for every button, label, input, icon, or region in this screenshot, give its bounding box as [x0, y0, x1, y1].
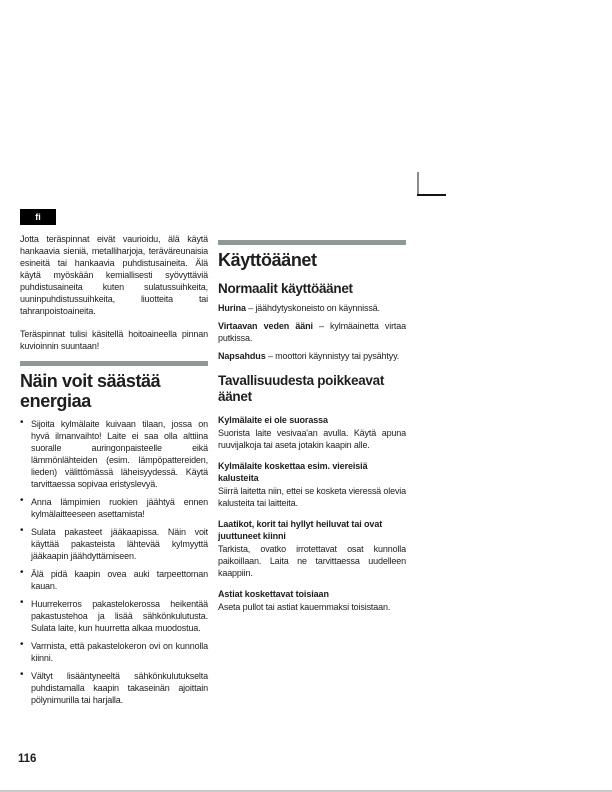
energy-tip-text: Vältyt lisääntyneeltä sähkönkulutukselta puhdistamalla kaapin takaseinän ajoittain pölynimurilla tai harjalla.: [31, 671, 208, 705]
bullet-icon: •: [20, 495, 24, 506]
crop-mark-horizontal: [417, 194, 446, 196]
energy-tip-text: Älä pidä kaapin ovea auki tarpeettoman kauan.: [31, 569, 208, 591]
bullet-icon: •: [20, 597, 24, 608]
right-column: [218, 240, 406, 613]
steel-care-paragraph-1: Jotta teräspinnat eivät vaurioidu, älä käytä hankaavia sieniä, metalliharjoja, teräväreunaisia esineitä tai hankaavia puhdistusaineita. Älä käytä myöskään kemiallisesti syövyttäviä puhdistusaineita kuten sulatussuihkeita, uuninpuhdistussuihkeita, liuotteita tai tahranpoistoaineita.: [20, 234, 208, 316]
abnormal-group-title: Astiat koskettavat toisiaan: [218, 589, 329, 599]
abnormal-group-text: Aseta pullot tai astiat kauemmaksi toisistaan.: [218, 602, 391, 612]
abnormal-group-title: Laatikot, korit tai hyllyt heiluvat tai ovat juuttuneet kiinni: [218, 519, 383, 541]
sound-term: Napsahdus: [218, 351, 266, 361]
steel-care-paragraph-2: Teräspinnat tulisi käsitellä hoitoaineella pinnan kuvioinnin suuntaan!: [20, 329, 208, 351]
energy-tip: [20, 640, 208, 664]
abnormal-group-title: Kylmälaite koskettaa esim. viereisiä kalusteita: [218, 461, 368, 483]
energy-tip-text: Sijoita kylmälaite kuivaan tilaan, jossa on hyvä ilmanvaihto! Laite ei saa olla alttiina suoralle auringonpaisteelle eikä lämmönlähteiden (esim. lämpöpattereiden, lieden) välittömässä läheisyydessä. Käytä tarvittaessa sopivaa eristyslevyä.: [31, 419, 208, 489]
bullet-icon: •: [20, 567, 24, 578]
energy-tip-text: Huurrekerros pakastelokerossa heikentää pakastustehoa ja lisää sähkönkulutusta. Sulata laite, kun huurretta alkaa muodostua.: [31, 599, 208, 633]
crop-mark-vertical: [417, 172, 419, 195]
bullet-icon: •: [20, 639, 24, 650]
abnormal-group-text: Siirrä laitetta niin, ettei se kosketa vieressä olevia kalusteita tai laitteita.: [218, 486, 406, 508]
sounds-section-heading: Käyttöäänet: [218, 250, 317, 270]
bullet-icon: •: [20, 669, 24, 680]
energy-tip: [20, 418, 208, 490]
bullet-icon: •: [20, 417, 24, 428]
bullet-icon: •: [20, 525, 24, 536]
energy-tip-text: Sulata pakasteet jääkaapissa. Näin voit käyttää pakasteista lähtevää kylmyyttä jääkaapin jäähdyttämiseen.: [31, 527, 208, 561]
section-divider: [218, 240, 406, 245]
energy-tip-text: Anna lämpimien ruokien jäähtyä ennen kylmälaitteeseen asettamista!: [31, 497, 208, 519]
sound-item: [218, 302, 406, 314]
sound-description: – jäähdytyskoneisto on käynnissä.: [245, 303, 380, 313]
energy-section-heading: Näin voit säästää energiaa: [20, 371, 161, 411]
energy-tip: [20, 670, 208, 706]
abnormal-group-title: Kylmälaite ei ole suorassa: [218, 415, 328, 425]
sound-term: Virtaavan veden ääni: [218, 321, 313, 331]
section-divider: [20, 361, 208, 366]
sound-description: – kylmäainetta virtaa putkissa.: [218, 321, 406, 343]
normal-sounds-heading: Normaalit käyttöäänet: [218, 281, 353, 296]
energy-tip: [20, 598, 208, 634]
abnormal-group-text: Suorista laite vesivaa'an avulla. Käytä apuna ruuvijalkoja tai aseta jotakin kaapin alle.: [218, 428, 406, 450]
energy-tip-text: Varmista, että pakastelokeron ovi on kunnolla kiinni.: [31, 641, 208, 663]
sound-term: Hurina: [218, 303, 246, 313]
sound-item: [218, 320, 406, 344]
energy-tip: [20, 568, 208, 592]
energy-tip: [20, 496, 208, 520]
page-number: 116: [18, 753, 37, 765]
abnormal-group-text: Tarkista, ovatko irrotettavat osat kunnolla paikoillaan. Laita ne tarvittaessa uudelleen kaappiin.: [218, 544, 406, 578]
energy-tip: [20, 526, 208, 562]
language-tag: fi: [20, 209, 56, 225]
energy-tips-list: [20, 418, 208, 706]
abnormal-sounds-heading: Tavallisuudesta poikkeavat äänet: [218, 373, 385, 404]
left-column: [20, 233, 208, 712]
sound-item: [218, 350, 406, 362]
sound-description: – moottori käynnistyy tai pysähtyy.: [265, 351, 400, 361]
